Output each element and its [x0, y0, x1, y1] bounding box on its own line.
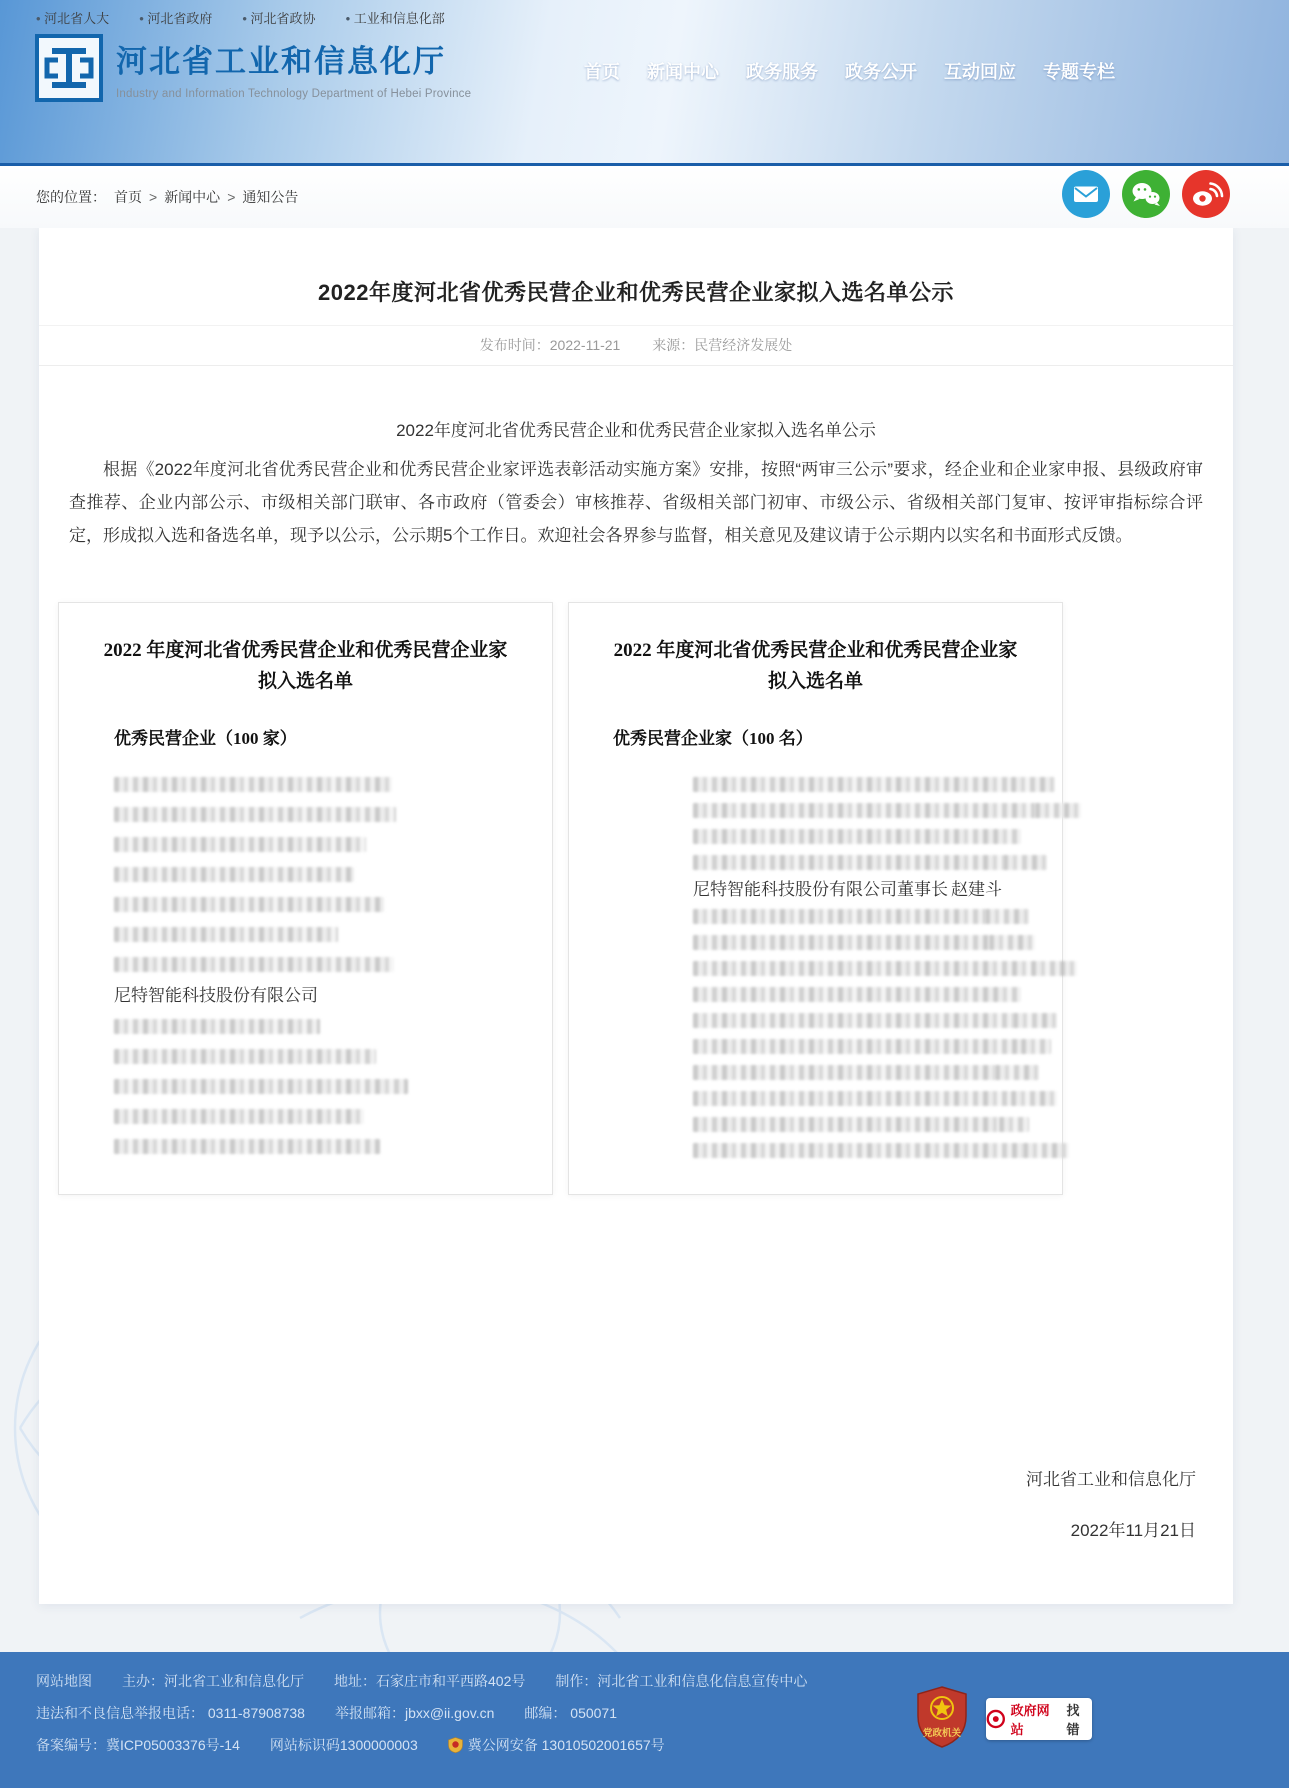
enterprise-list-item	[114, 897, 528, 912]
email-icon[interactable]	[1062, 170, 1110, 218]
redacted-name-bar	[1011, 1091, 1057, 1106]
redacted-text-bar	[693, 1013, 1013, 1028]
footer-host: 主办：河北省工业和信息化厅	[122, 1673, 304, 1689]
redacted-text-bar	[114, 777, 392, 792]
redacted-text-bar	[114, 1139, 380, 1154]
redacted-text-bar	[693, 935, 989, 950]
main-nav	[584, 58, 1115, 84]
nav-home[interactable]: 首页	[584, 62, 620, 82]
breadcrumb-news-center[interactable]: 新闻中心	[164, 189, 221, 205]
site-subtitle-en: Industry and Information Technology Department of Hebei Province	[116, 88, 472, 100]
top-link-zhengfu[interactable]: • 河北省政府	[139, 8, 212, 27]
redacted-text-bar	[114, 897, 384, 912]
article-paragraph: 根据《2022年度河北省优秀民营企业和优秀民营企业家评选表彰活动实施方案》安排，按照“两审三公示”要求，经企业和企业家申报、县级政府审查推荐、企业内部公示、市级相关部门联审、各市政府（管委会）审核推荐、省级相关部门初审、市级公示、省级相关部门复审、按评审指标综合评定，形成拟入选和备选名单，现予以公示，公示期5个工作日。欢迎社会各界参与监督，相关意见及建议请于公示期内以实名和书面形式反馈。	[69, 460, 1203, 545]
party-government-badge[interactable]	[916, 1686, 968, 1748]
enterprise-list-item	[114, 1079, 528, 1094]
site-identifier-code: 网站标识码1300000003	[269, 1737, 418, 1753]
entrepreneur-list-item	[693, 1091, 1038, 1106]
entrepreneur-box-subheading: 优秀民营企业家（100 名）	[613, 729, 813, 748]
nav-news-center[interactable]: 新闻中心	[647, 62, 719, 82]
top-links-bar	[0, 0, 1289, 27]
redacted-text-bar	[114, 1079, 408, 1094]
enterprise-list-item	[114, 777, 528, 792]
entrepreneur-list-item	[693, 987, 1038, 1002]
top-link-renda[interactable]: • 河北省人大	[36, 8, 109, 27]
redacted-name-bar	[993, 829, 1021, 844]
enterprise-box-heading-line2: 拟入选名单	[257, 671, 353, 692]
entrepreneur-list-item	[693, 855, 1038, 870]
error-badge-text-red: 政府网站	[1010, 1703, 1050, 1737]
redacted-name-bar	[989, 935, 1035, 950]
article-meta	[39, 325, 1233, 366]
footer-row-2	[36, 1697, 1289, 1729]
error-report-logo-icon	[986, 1709, 1006, 1729]
entrepreneur-list-item	[693, 1065, 1038, 1080]
entrepreneur-list-item	[693, 1013, 1038, 1028]
redacted-name-bar	[995, 1065, 1039, 1080]
redacted-name-bar	[1021, 1039, 1051, 1054]
weibo-icon[interactable]	[1182, 170, 1230, 218]
enterprise-list-item	[114, 987, 528, 1004]
redacted-text-bar	[693, 855, 1003, 870]
article-subtitle: 2022年度河北省优秀民营企业和优秀民营企业家拟入选名单公示	[396, 421, 876, 440]
enterprise-list-item	[114, 1139, 528, 1154]
enterprise-list-item	[114, 1109, 528, 1124]
site-brand	[35, 34, 471, 102]
entrepreneur-name: 赵建斗	[951, 880, 1002, 899]
report-hotline: 违法和不良信息举报电话： 0311-87908738	[36, 1705, 305, 1721]
footer-row-3	[36, 1729, 1289, 1761]
article-source: 来源：民营经济发展处	[652, 337, 793, 353]
redacted-text-bar	[114, 837, 366, 852]
nav-gov-services[interactable]: 政务服务	[746, 62, 818, 82]
article-signoff	[39, 1465, 1233, 1541]
redacted-text-bar	[693, 1065, 995, 1080]
redacted-text-bar	[693, 1143, 1023, 1158]
postal-code: 邮编： 050071	[524, 1705, 617, 1721]
breadcrumb-home[interactable]: 首页	[114, 189, 142, 205]
redacted-text-bar	[114, 1109, 364, 1124]
redacted-text-bar	[693, 987, 993, 1002]
nav-interaction[interactable]: 互动回应	[944, 62, 1016, 82]
enterprise-list-item	[114, 1019, 528, 1034]
redacted-text-bar	[114, 1019, 320, 1034]
public-security-shield-icon	[448, 1737, 463, 1753]
redacted-name-bar	[1035, 803, 1081, 818]
top-link-zhengxie[interactable]: • 河北省政协	[242, 8, 315, 27]
entrepreneur-box-heading-line2: 拟入选名单	[767, 671, 863, 692]
article-card	[39, 228, 1233, 1604]
enterprise-list-item	[114, 927, 528, 942]
entrepreneur-list-item	[693, 935, 1038, 950]
entrepreneur-list-item	[693, 1117, 1038, 1132]
entrepreneur-list-item	[693, 829, 1038, 844]
redacted-text-bar	[114, 1049, 376, 1064]
icp-license-link[interactable]: 备案编号：冀ICP05003376号-14	[36, 1737, 240, 1753]
redacted-text-bar	[693, 1091, 1011, 1106]
enterprise-list-item	[114, 807, 528, 822]
redacted-text-bar	[693, 803, 1035, 818]
redacted-name-bar	[1023, 1143, 1069, 1158]
enterprise-list-box	[58, 602, 553, 1195]
enterprise-list	[114, 777, 528, 1154]
error-badge-text-dark: 找错	[1066, 1703, 1080, 1737]
entrepreneur-list	[693, 777, 1038, 1158]
footer-address: 地址：石家庄市和平西路402号	[334, 1673, 526, 1689]
nav-gov-disclosure[interactable]: 政务公开	[845, 62, 917, 82]
redacted-text-bar	[693, 1039, 1021, 1054]
redacted-text-bar	[114, 927, 338, 942]
entrepreneur-list-box	[568, 602, 1063, 1195]
enterprise-list-item	[114, 867, 528, 882]
entrepreneur-list-item	[693, 777, 1038, 792]
svg-text:党政机关: 党政机关	[922, 1728, 962, 1739]
breadcrumb-notices[interactable]: 通知公告	[242, 189, 299, 205]
footer-row-1	[36, 1665, 1289, 1697]
redacted-text-bar	[693, 909, 985, 924]
redacted-text-bar	[693, 961, 1031, 976]
department-logo-icon	[35, 34, 103, 102]
redacted-text-bar	[114, 867, 354, 882]
sitemap-link[interactable]: 网站地图	[36, 1673, 92, 1689]
enterprise-box-subheading: 优秀民营企业（100 家）	[114, 729, 297, 748]
enterprise-name: 尼特智能科技股份有限公司	[114, 986, 318, 1005]
wechat-icon[interactable]	[1122, 170, 1170, 218]
breadcrumb-label: 您的位置：	[36, 189, 106, 205]
article-title: 2022年度河北省优秀民营企业和优秀民营企业家拟入选名单公示	[318, 280, 954, 305]
share-icons	[1062, 170, 1230, 218]
redacted-name-bar	[1011, 777, 1055, 792]
enterprise-box-heading-line1: 2022 年度河北省优秀民营企业和优秀民营企业家	[103, 640, 508, 661]
entrepreneur-box-heading-line1: 2022 年度河北省优秀民营企业和优秀民营企业家	[613, 640, 1018, 661]
enterprise-list-item	[114, 837, 528, 852]
signoff-organization: 河北省工业和信息化厅	[1026, 1470, 1196, 1489]
enterprise-list-item	[114, 1049, 528, 1064]
redacted-text-bar	[114, 807, 396, 822]
redacted-text-bar	[114, 957, 394, 972]
redacted-name-bar	[993, 987, 1021, 1002]
redacted-text-bar	[693, 1117, 999, 1132]
entrepreneur-list-item	[693, 909, 1038, 924]
breadcrumb: 您的位置： 首页 > 新闻中心 > 通知公告	[36, 189, 299, 205]
site-footer	[0, 1652, 1289, 1788]
entrepreneur-list-item	[693, 881, 1038, 898]
redacted-name-bar	[1013, 1013, 1057, 1028]
entrepreneur-list-item	[693, 1039, 1038, 1054]
redacted-name-bar	[1003, 855, 1047, 870]
redacted-name-bar	[999, 1117, 1029, 1132]
report-email[interactable]: 举报邮箱：jbxx@ii.gov.cn	[334, 1705, 495, 1721]
footer-producer: 制作：河北省工业和信息化信息宣传中心	[555, 1673, 808, 1689]
signoff-date: 2022年11月21日	[1070, 1521, 1196, 1540]
shortlist-boxes	[58, 602, 1233, 1195]
gov-site-error-report-badge[interactable]	[986, 1698, 1092, 1740]
publish-date: 发布时间：2022-11-21	[479, 337, 621, 353]
redacted-text-bar	[693, 777, 1011, 792]
redacted-text-bar	[693, 829, 993, 844]
entrepreneur-list-item	[693, 803, 1038, 818]
site-title: 河北省工业和信息化厅	[116, 44, 446, 79]
entrepreneur-title: 尼特智能科技股份有限公司董事长	[693, 880, 948, 899]
redacted-name-bar	[1031, 961, 1077, 976]
top-link-miit[interactable]: • 工业和信息化部	[346, 8, 445, 27]
site-header	[0, 0, 1289, 166]
enterprise-list-item	[114, 957, 528, 972]
breadcrumb-band	[0, 166, 1289, 228]
entrepreneur-list-item	[693, 1143, 1038, 1158]
redacted-name-bar	[985, 909, 1029, 924]
nav-special-topics[interactable]: 专题专栏	[1043, 62, 1115, 82]
entrepreneur-list-item	[693, 961, 1038, 976]
public-security-filing-text: 冀公网安备 13010502001657号	[467, 1737, 665, 1753]
public-security-filing-link[interactable]	[448, 1729, 665, 1761]
